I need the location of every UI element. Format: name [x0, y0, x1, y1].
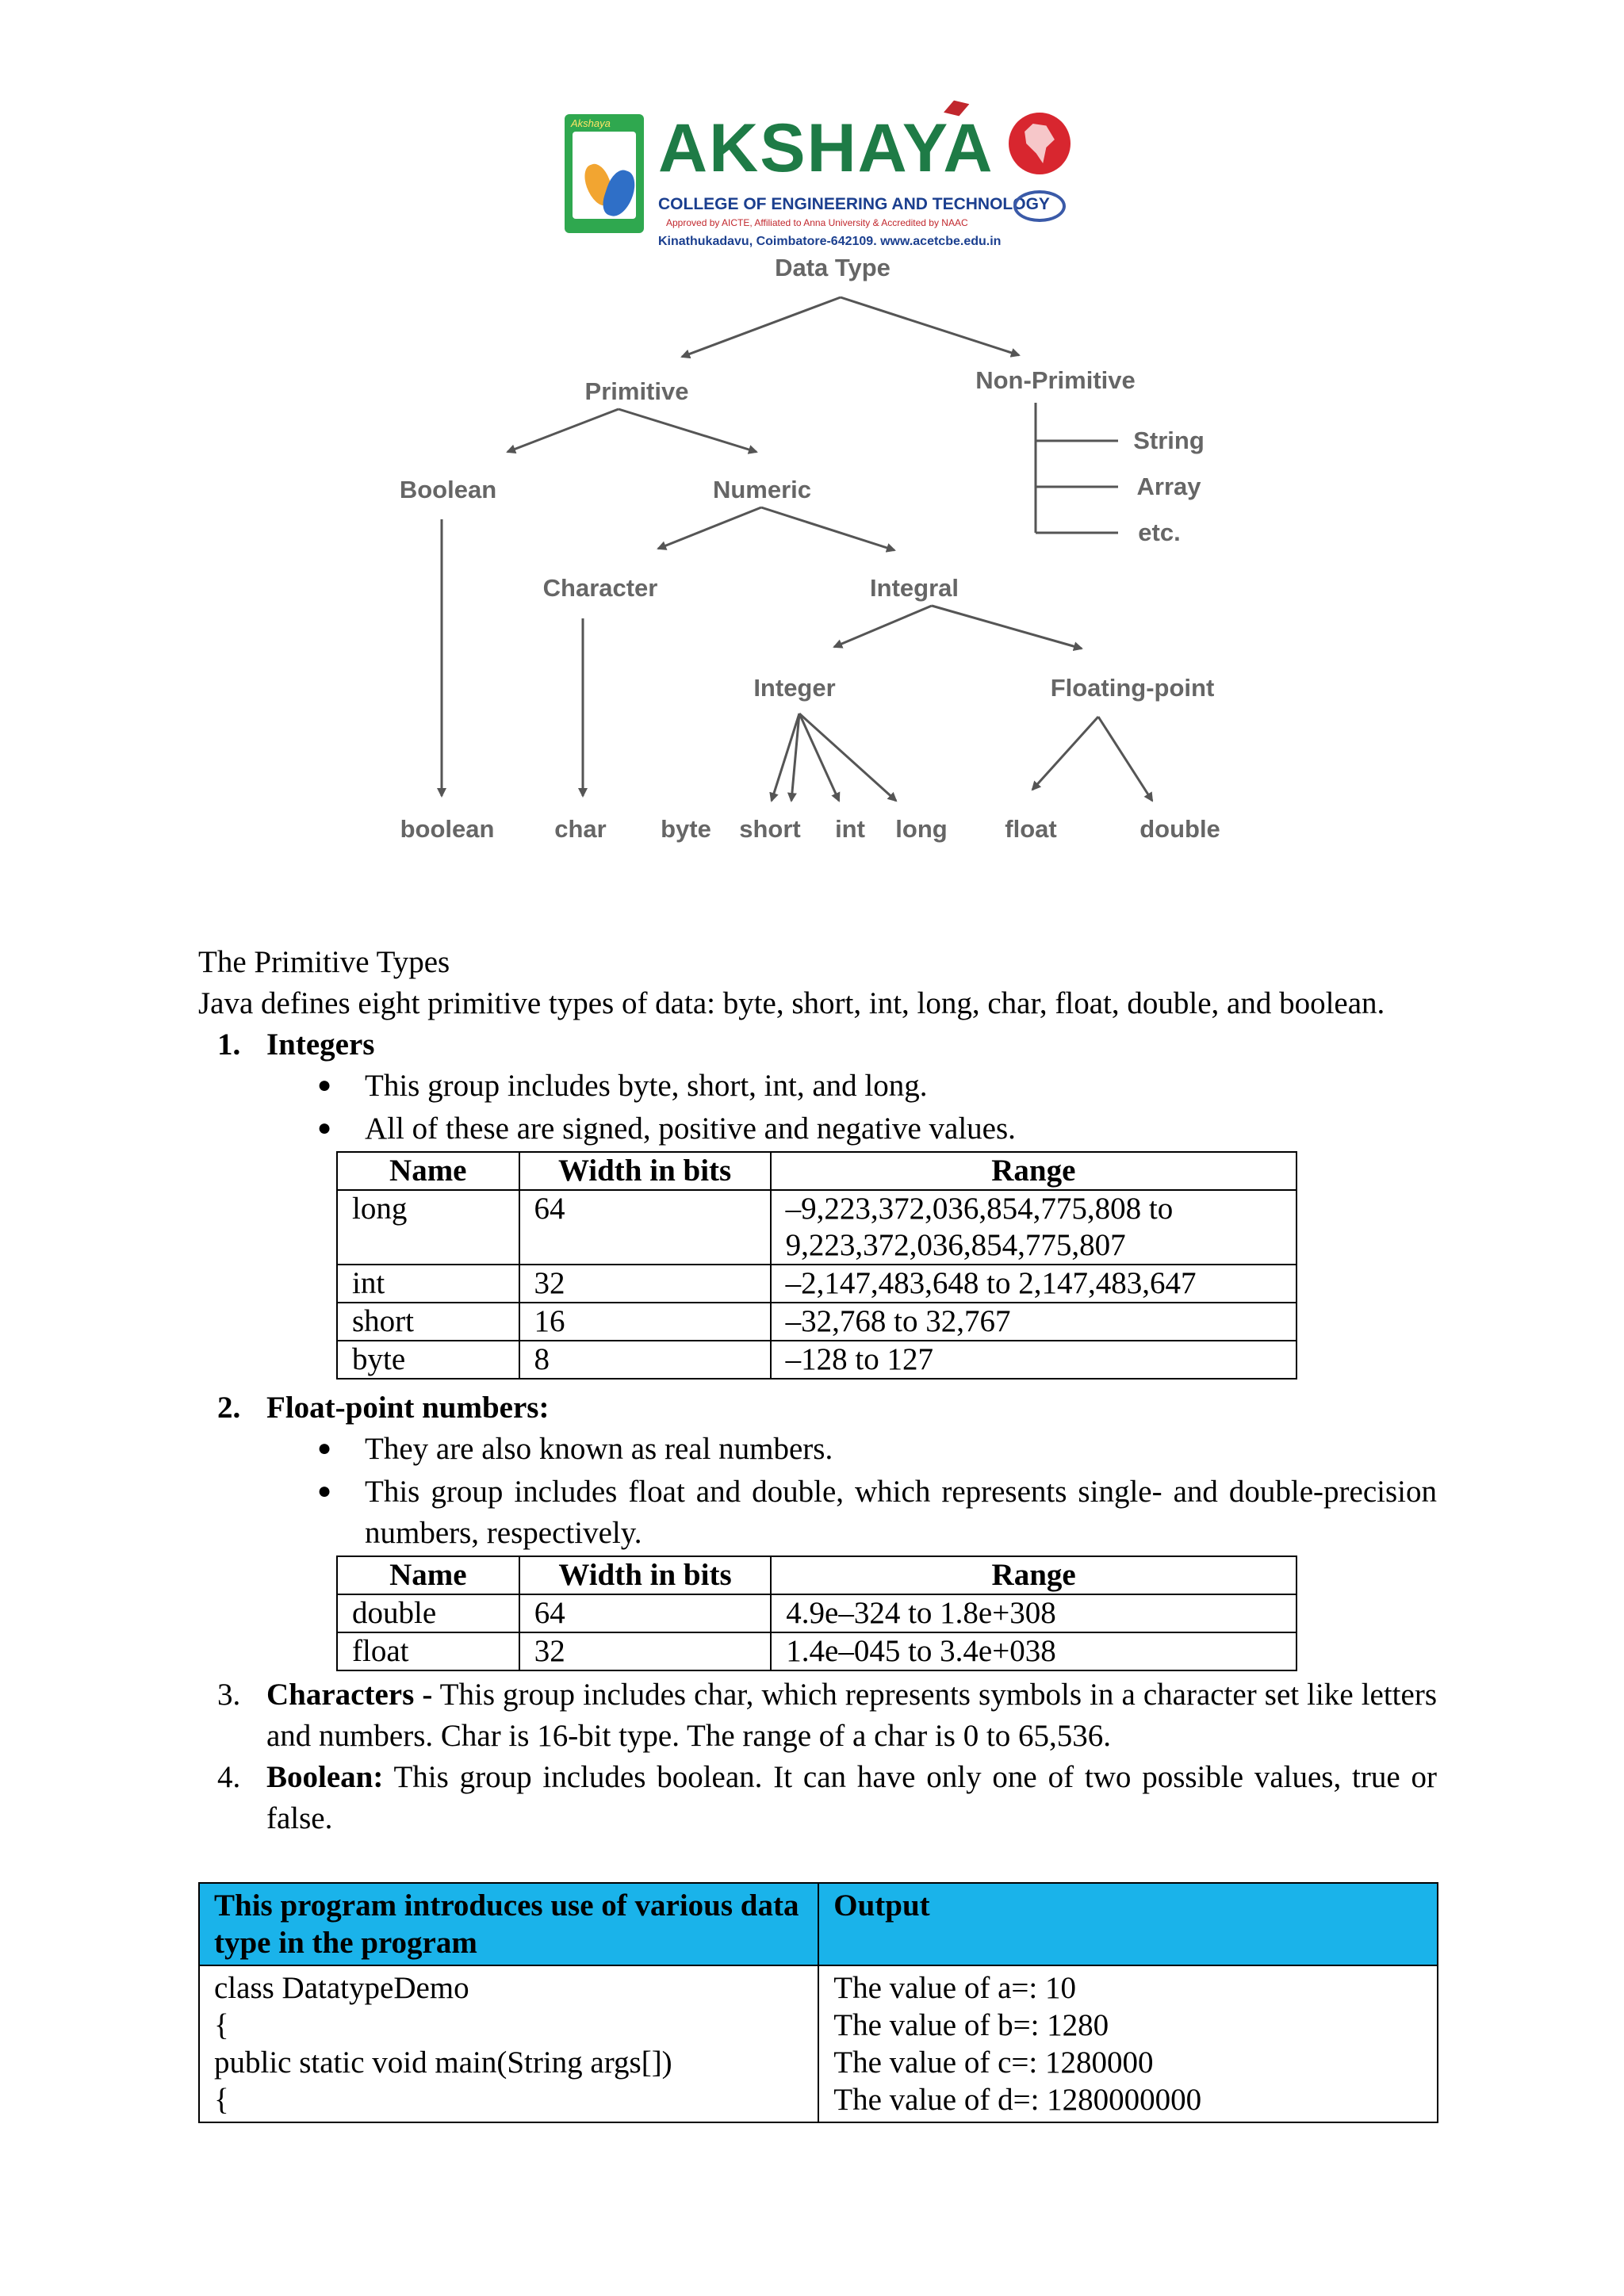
- table-row: [337, 1594, 1297, 1632]
- list-number-4: 4.: [217, 1760, 241, 1794]
- table-row: [337, 1265, 1297, 1303]
- college-address: Kinathukadavu, Coimbatore-642109. www.acetcbe.edu.in: [658, 235, 1002, 248]
- brand-name: AKSHAYA: [658, 110, 994, 186]
- node-integer: Integer: [753, 674, 836, 702]
- india-map-icon: [1023, 124, 1056, 163]
- india-map-emblem-icon: [1009, 113, 1071, 174]
- badge-inner: [573, 132, 636, 219]
- leaf-float: float: [1005, 815, 1057, 843]
- node-array: Array: [1136, 473, 1201, 500]
- node-numeric: Numeric: [712, 476, 812, 503]
- edge-primitive-boolean: [508, 409, 619, 452]
- cell-name: float: [337, 1632, 519, 1670]
- approval-line: Approved by AICTE, Affiliated to Anna University & Accredited by NAAC: [666, 217, 968, 228]
- edge-integral-floating: [932, 606, 1082, 649]
- bullet-icon: ●: [317, 1072, 332, 1098]
- leaf-int: int: [835, 815, 865, 843]
- boolean-text: This group includes boolean. It can have only one of two possible values, true or false.: [266, 1760, 1437, 1835]
- accreditation-seal-icon: [1013, 190, 1066, 222]
- table-header-row: [337, 1556, 1297, 1594]
- cell-name: byte: [337, 1341, 519, 1379]
- output-header: Output: [818, 1883, 1438, 1965]
- cell-width: 32: [519, 1632, 772, 1670]
- node-non-primitive: Non-Primitive: [975, 366, 1136, 394]
- boolean-title: Boolean:: [266, 1760, 384, 1794]
- leaf-double: double: [1139, 815, 1220, 843]
- edge-root-primitive: [682, 297, 841, 357]
- cell-width: 16: [519, 1303, 771, 1341]
- intro-paragraph: Java defines eight primitive types of data: byte, short, int, long, char, float, double, and boolean.: [198, 986, 1385, 1020]
- edge-integer-int: [799, 714, 839, 801]
- characters-paragraph: [266, 1674, 1437, 1757]
- range-line-2: 9,223,372,036,854,775,807: [785, 1228, 1126, 1262]
- program-body-row: [199, 1965, 1438, 2122]
- header-width: Width in bits: [519, 1556, 772, 1594]
- node-data-type: Data Type: [775, 254, 891, 281]
- program-header: This program introduces use of various data type in the program: [199, 1883, 818, 1965]
- leaf-short: short: [739, 815, 801, 843]
- bullet-icon: ●: [317, 1115, 332, 1141]
- cell-range: –2,147,483,648 to 2,147,483,647: [771, 1265, 1297, 1303]
- code-line: {: [214, 2008, 229, 2042]
- cell-name: int: [337, 1265, 519, 1303]
- section-heading: The Primitive Types: [198, 945, 450, 979]
- list-number-1: 1.: [217, 1027, 241, 1062]
- cell-range: 1.4e–045 to 3.4e+038: [771, 1632, 1297, 1670]
- program-table: [198, 1882, 1438, 2123]
- edge-floating-double: [1098, 717, 1152, 801]
- node-boolean-category: Boolean: [399, 476, 497, 503]
- output-line: The value of d=: 1280000000: [833, 2083, 1202, 2117]
- integer-types-table: [336, 1151, 1297, 1380]
- cell-name: double: [337, 1594, 519, 1632]
- output-line: The value of a=: 10: [833, 1971, 1076, 2005]
- edge-floating-float: [1032, 717, 1098, 790]
- list-number-2: 2.: [217, 1391, 241, 1425]
- college-name: COLLEGE OF ENGINEERING AND TECHNOLOGY: [658, 195, 1050, 213]
- cell-width: 8: [519, 1341, 771, 1379]
- node-integral: Integral: [870, 574, 959, 602]
- leaf-char: char: [554, 815, 607, 843]
- table-header-row: [337, 1152, 1297, 1190]
- diagram-connectors: [349, 254, 1316, 856]
- boolean-paragraph: [266, 1757, 1437, 1839]
- data-type-diagram: [349, 254, 1316, 856]
- integers-bullet-2: All of these are signed, positive and negative values.: [365, 1112, 1016, 1146]
- akshaya-badge-logo: [565, 114, 644, 233]
- program-header-row: [199, 1883, 1438, 1965]
- characters-text: This group includes char, which represents symbols in a character set like letters and numbers. Char is 16-bit type. The range of a char is 0 to 65,536.: [266, 1678, 1437, 1753]
- badge-text: Akshaya: [571, 117, 611, 129]
- edge-integer-long: [799, 714, 896, 801]
- cell-range: –128 to 127: [771, 1341, 1297, 1379]
- table-row: [337, 1190, 1297, 1265]
- range-line-1: –9,223,372,036,854,775,808 to: [785, 1192, 1174, 1226]
- edge-numeric-character: [658, 507, 761, 549]
- edge-numeric-integral: [761, 507, 894, 550]
- header-name: Name: [337, 1152, 519, 1190]
- float-title: Float-point numbers:: [266, 1391, 550, 1425]
- program-output-cell: [818, 1965, 1438, 2122]
- edge-root-nonprimitive: [841, 297, 1019, 355]
- bullet-icon: ●: [317, 1435, 332, 1461]
- table-row: [337, 1341, 1297, 1379]
- code-line: class DatatypeDemo: [214, 1971, 469, 2005]
- edge-primitive-numeric: [619, 409, 756, 452]
- node-primitive: Primitive: [584, 377, 689, 405]
- bullet-icon: ●: [317, 1478, 332, 1504]
- float-types-table: [336, 1556, 1297, 1671]
- header-name: Name: [337, 1556, 519, 1594]
- cell-name: short: [337, 1303, 519, 1341]
- characters-title: Characters -: [266, 1678, 433, 1712]
- cell-range: –32,768 to 32,767: [771, 1303, 1297, 1341]
- output-line: The value of c=: 1280000: [833, 2045, 1154, 2080]
- edge-integral-integer: [834, 606, 932, 647]
- code-line: {: [214, 2083, 229, 2117]
- cell-width: 32: [519, 1265, 771, 1303]
- integers-bullet-1: This group includes byte, short, int, and long.: [365, 1069, 928, 1103]
- cell-width: 64: [519, 1190, 771, 1265]
- leaf-byte: byte: [661, 815, 711, 843]
- float-bullet-1: They are also known as real numbers.: [365, 1432, 833, 1466]
- node-string: String: [1133, 427, 1205, 454]
- cell-range: [771, 1190, 1297, 1265]
- header-range: Range: [771, 1556, 1297, 1594]
- code-line: public static void main(String args[]): [214, 2045, 672, 2080]
- header-range: Range: [771, 1152, 1297, 1190]
- cell-width: 64: [519, 1594, 772, 1632]
- cell-name: long: [337, 1190, 519, 1265]
- college-logo-header: [565, 108, 1072, 258]
- program-code-cell: [199, 1965, 818, 2122]
- cell-range: 4.9e–324 to 1.8e+308: [771, 1594, 1297, 1632]
- node-character: Character: [542, 574, 658, 602]
- node-etc: etc.: [1138, 519, 1181, 546]
- leaf-long: long: [895, 815, 948, 843]
- list-number-3: 3.: [217, 1678, 241, 1712]
- output-line: The value of b=: 1280: [833, 2008, 1109, 2042]
- integers-title: Integers: [266, 1027, 375, 1062]
- float-bullet-2: This group includes float and double, which represents single- and double-precision numbers, respectively.: [365, 1475, 1437, 1550]
- table-row: [337, 1303, 1297, 1341]
- header-width: Width in bits: [519, 1152, 771, 1190]
- node-floating-point: Floating-point: [1050, 674, 1215, 702]
- leaf-boolean: boolean: [400, 815, 495, 843]
- table-row: [337, 1632, 1297, 1670]
